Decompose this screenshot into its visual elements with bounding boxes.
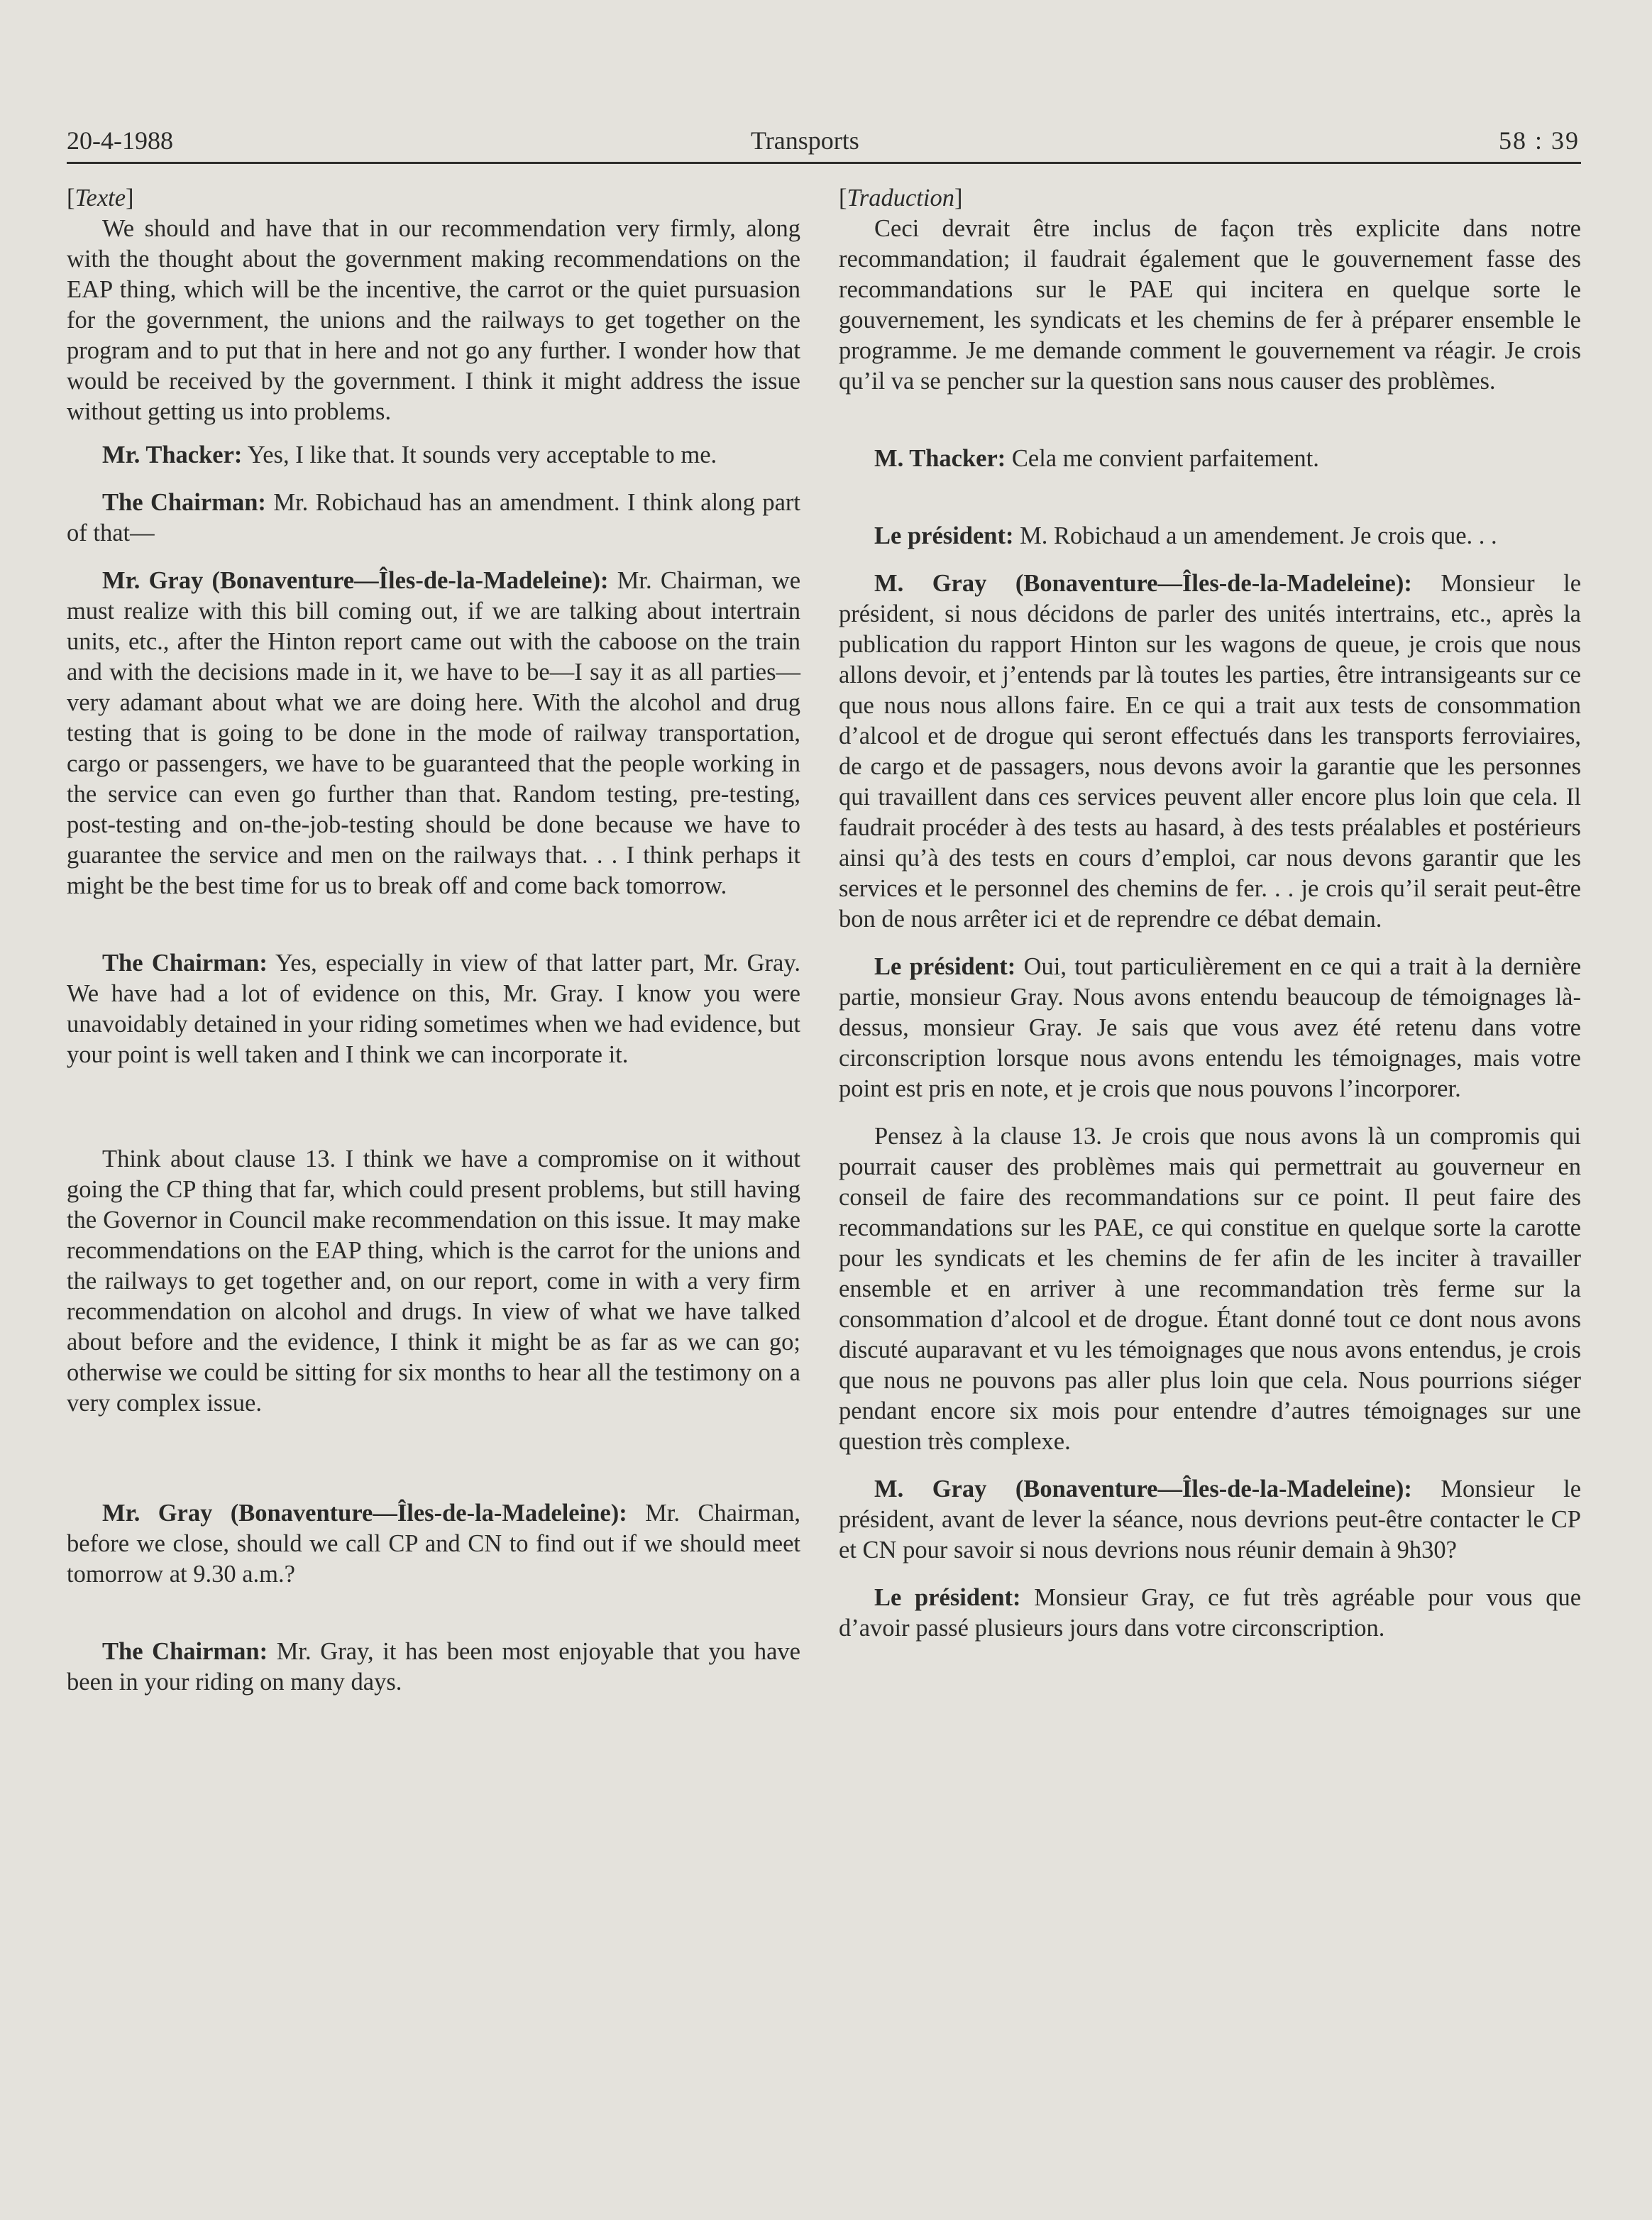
english-column xyxy=(67,183,800,1698)
speech xyxy=(839,521,1581,551)
speech xyxy=(67,566,800,901)
speaker-name: The Chairman: xyxy=(102,489,266,516)
speech-text: M. Robichaud a un amendement. Je crois que. . . xyxy=(1020,522,1497,549)
speech xyxy=(67,1498,800,1590)
speech xyxy=(839,1474,1581,1566)
speaker-name: M. Thacker: xyxy=(874,445,1006,472)
speech xyxy=(67,1637,800,1698)
speech xyxy=(67,488,800,549)
speech-text: Yes, especially in view of that latter part, Mr. Gray. We have had a lot of evidence on this, Mr. Gray. I know you were unavoidably detained in your riding sometimes when we had evidence, but your point is well taken and I think we can incorporate it. xyxy=(67,950,800,1068)
header-rule xyxy=(67,162,1581,164)
speaker-name: Mr. Gray (Bonaventure—Îles-de-la-Madeleine): xyxy=(102,567,609,594)
speech-text: Yes, I like that. It sounds very acceptable to me. xyxy=(247,441,717,468)
speech-text: Mr. Chairman, we must realize with this bill coming out, if we are talking about intertrain units, etc., after the Hinton report came out with the caboose on the train and with the decisions made in it, we have to be—I say it as all parties—very adamant about what we are doing here. With the alcohol and drug testing that is going to be done in the mode of railway transportation, cargo or passengers, we have to be guaranteed that the people working in the service can even go further than that. Random testing, pre-testing, post-testing and on-the-job-testing should be done because we have to guarantee the service and men on the railways that. . . I think perhaps it might be the best time for us to break off and come back tomorrow. xyxy=(67,567,801,899)
speech-text: Cela me convient parfaitement. xyxy=(1011,445,1319,472)
paragraph: Ceci devrait être inclus de façon très explicite dans notre recommandation; il faudrait également que le gouvernement fasse des recommandations sur le PAE qui incitera en quelque sorte le gouvernement, les syndicats et les chemins de fer à préparer ensemble le programme. Je me demande comment le gouvernement va réagir. Je crois qu’il va se pencher sur la question sans nous causer des problèmes. xyxy=(839,215,1581,395)
speech-text: Mr. Chairman, before we close, should we call CP and CN to find out if we should meet tomorrow at 9.30 a.m.? xyxy=(67,1500,801,1588)
speech xyxy=(839,444,1581,474)
speaker-name: The Chairman: xyxy=(102,950,268,977)
section-tag: [Traduction] xyxy=(839,185,963,211)
header-date: 20-4-1988 xyxy=(67,126,173,155)
speaker-name: M. Gray (Bonaventure—Îles-de-la-Madeleine): xyxy=(874,1476,1412,1502)
speech xyxy=(67,948,800,1070)
header-title: Transports xyxy=(751,126,859,155)
header-page-number: 58 : 39 xyxy=(1498,126,1580,155)
speaker-name: Le président: xyxy=(874,1584,1021,1611)
speech xyxy=(839,952,1581,1104)
speech-text: Mr. Gray, it has been most enjoyable that you have been in your riding on many days. xyxy=(67,1638,800,1696)
speech-text: Mr. Robichaud has an amendment. I think along part of that— xyxy=(67,489,800,546)
speaker-name: Le président: xyxy=(874,953,1016,980)
section-tag: [Texte] xyxy=(67,185,134,211)
speech xyxy=(67,440,800,471)
french-column xyxy=(839,183,1581,1644)
speaker-name: Mr. Gray (Bonaventure—Îles-de-la-Madeleine): xyxy=(102,1500,627,1527)
speech-text: Monsieur Gray, ce fut très agréable pour vous que d’avoir passé plusieurs jours dans votre circonscription. xyxy=(839,1584,1582,1642)
speaker-name: Le président: xyxy=(874,522,1014,549)
speech-text: Monsieur le président, si nous décidons de parler des unités intertrains, etc., après la publication du rapport Hinton sur les wagons de queue, je crois que nous allons devoir, et j’entends par là toutes les parties, être intransigeants sur ce que nous nous allons faire. En ce qui a trait aux tests de consommation d’alcool et de drogue qui seront effectués dans les transports ferroviaires, de cargo et de passagers, nous devons avoir la garantie que les personnes qui travaillent dans ces services peuvent aller encore plus loin que cela. Il faudrait procéder à des tests au hasard, à des tests préalables et postérieurs ainsi qu’à des tests en cours d’emploi, car nous devons garantir que les services et le personnel des chemins de fer. . . je crois qu’il serait peut-être bon de nous arrêter ici et de reprendre ce débat demain. xyxy=(839,570,1582,933)
speech-text: Oui, tout particulièrement en ce qui a trait à la dernière partie, monsieur Gray. Nous avons entendu beaucoup de témoignages là-dessus, monsieur Gray. Je sais que vous avez été retenu dans votre circonscription lorsque nous avons entendu les témoignages, mais votre point est pris en note, et je crois que nous pouvons l’incorporer. xyxy=(839,953,1582,1102)
paragraph: Think about clause 13. I think we have a compromise on it without going the CP thing that far, which could present problems, but still having the Governor in Council make recommendation on this issue. It may make recommendations on the EAP thing, which is the carrot for the unions and the railways to get together and, on our report, come in with a very firm recommendation on alcohol and drugs. In view of what we have talked about before and the evidence, I think it might be as far as we can go; otherwise we could be sitting for six months to hear all the testimony on a very complex issue. xyxy=(67,1145,800,1417)
speaker-name: The Chairman: xyxy=(102,1638,268,1665)
paragraph: We should and have that in our recommendation very firmly, along with the thought about the government making recommendations on the EAP thing, which will be the incentive, the carrot or the quiet pursuasion for the government, the unions and the railways to get together on the program and to put that in here and not go any further. I wonder how that would be received by the government. I think it might address the issue without getting us into problems. xyxy=(67,215,800,425)
speech-text: Monsieur le président, avant de lever la séance, nous devrions peut-être contacter le CP et CN pour savoir si nous devrions nous réunir demain à 9h30? xyxy=(839,1476,1582,1564)
paragraph: Pensez à la clause 13. Je crois que nous avons là un compromis qui pourrait causer des problèmes mais qui permettrait au gouverneur en conseil de faire des recommandations sur ce point. Il peut faire des recommandations sur les PAE, ce qui constitue en quelque sorte la carotte pour les syndicats et les chemins de fer afin de les inciter à travailler ensemble et en arriver à une recommandation très ferme sur la consommation d’alcool et de drogue. Étant donné tout ce dont nous avons discuté auparavant et vu les témoignages que nous avons entendus, je crois que nous ne pouvons pas aller plus loin que cela. Nous pourrions siéger pendant encore six mois pour entendre d’autres témoignages sur une question très complexe. xyxy=(839,1123,1581,1455)
speech xyxy=(839,568,1581,935)
speech xyxy=(839,1583,1581,1644)
speaker-name: M. Gray (Bonaventure—Îles-de-la-Madeleine): xyxy=(874,570,1412,597)
speaker-name: Mr. Thacker: xyxy=(102,441,243,468)
page-header xyxy=(67,122,1580,165)
